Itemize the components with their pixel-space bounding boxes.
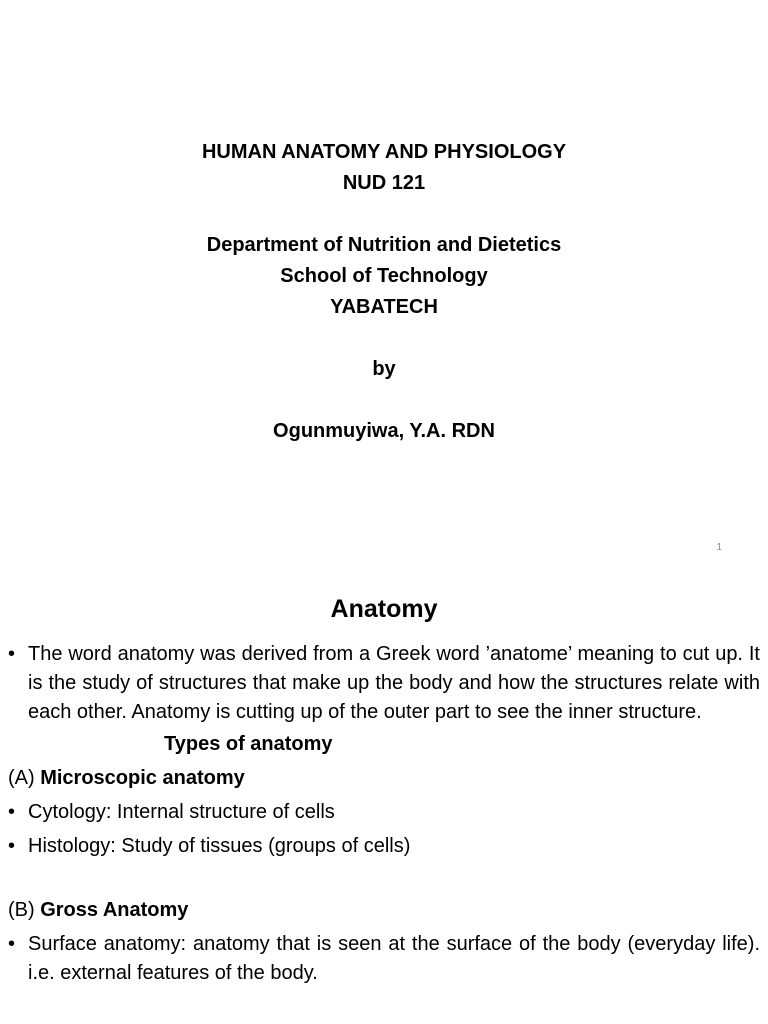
list-item [8,930,760,988]
slide-body [8,640,760,988]
slide-title: Anatomy [330,595,438,623]
title-block [0,137,768,447]
by-label: by [372,358,396,380]
list-item-text: Cytology: Internal structure of cells [28,801,335,823]
spacer [8,861,760,891]
section-b-prefix: (B) [8,899,41,921]
list-item-text: Histology: Study of tissues (groups of cells) [28,835,411,857]
author: Ogunmuyiwa, Y.A. RDN [273,420,495,442]
course-code: NUD 121 [342,172,426,194]
bullet-icon: • [8,643,16,665]
spacer [0,323,768,354]
list-item-text: Surface anatomy: anatomy that is seen at the surface of the body (everyday life). i.e. external features of the body. [28,933,760,984]
course-title: HUMAN ANATOMY AND PHYSIOLOGY [201,141,567,163]
institution: YABATECH [330,296,438,318]
slide-2 [0,576,768,1024]
spacer [0,199,768,230]
list-item [8,640,760,727]
department: Department of Nutrition and Dietetics [206,234,562,256]
bullet-icon: • [8,835,16,857]
list-item [8,832,760,861]
spacer [0,385,768,416]
list-item [8,798,760,827]
types-heading: Types of anatomy [164,733,333,755]
intro-text: The word anatomy was derived from a Greek word ’anatome’ meaning to cut up. It is the study of structures that make up the body and how the structures relate with each other. Anatomy is cutting up of the outer part to see the inner structure. [28,643,760,723]
school: School of Technology [280,265,488,287]
section-b-heading [8,896,760,925]
section-a-title: Microscopic anatomy [40,767,245,789]
bullet-icon: • [8,801,16,823]
section-b-title: Gross Anatomy [40,899,189,921]
section-a-heading [8,764,760,793]
bullet-icon: • [8,933,16,955]
slide-number: 1 [716,542,722,553]
section-a-prefix: (A) [8,767,41,789]
